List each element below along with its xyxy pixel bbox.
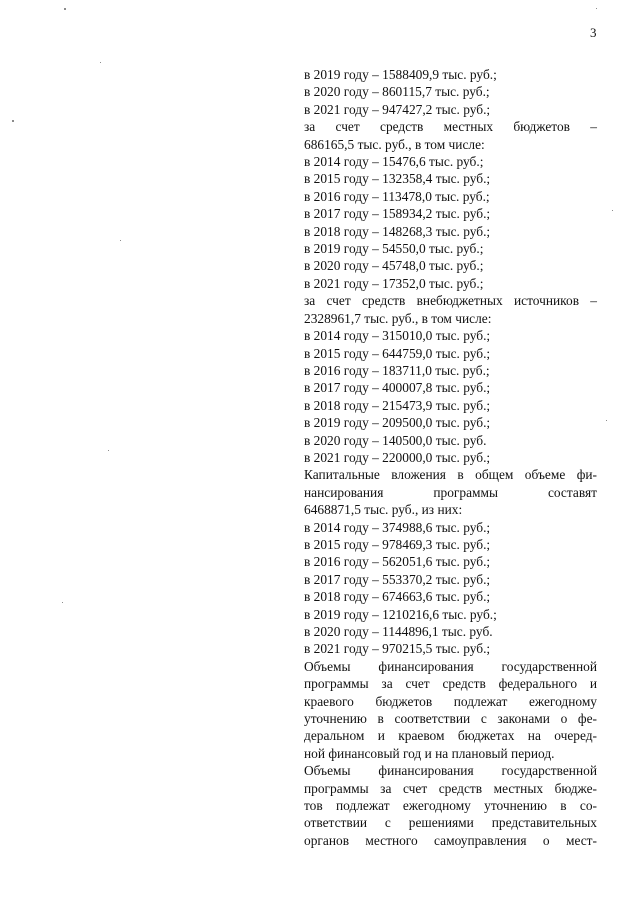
year-line: в 2015 году – 978469,3 тыс. руб.; xyxy=(304,536,491,552)
year-line: в 2016 году – 562051,6 тыс. руб.; xyxy=(304,554,491,570)
extra-budget-intro: за счет средств внебюджетных источников – xyxy=(304,293,597,309)
year-line: в 2021 году – 220000,0 тыс. руб.; xyxy=(304,449,491,465)
year-line: в 2019 году – 1210216,6 тыс. руб.; xyxy=(304,606,497,622)
scan-speck xyxy=(62,602,63,603)
scan-speck xyxy=(100,62,101,63)
paragraph-line: деральном и краевом бюджетах на очеред- xyxy=(304,728,597,744)
page-number: 3 xyxy=(590,25,597,40)
scan-speck xyxy=(64,8,66,10)
local-budgets-paragraph xyxy=(304,762,597,849)
extra-budget-total: 2328961,7 тыс. руб., в том числе: xyxy=(304,310,492,326)
year-line: в 2019 году – 209500,0 тыс. руб.; xyxy=(304,415,491,431)
year-line: в 2015 году – 132358,4 тыс. руб.; xyxy=(304,171,491,187)
year-line: в 2016 году – 183711,0 тыс. руб.; xyxy=(304,362,490,378)
paragraph-line: Объемы финансирования государственной xyxy=(304,763,597,779)
paragraph-line: тов подлежат ежегодному уточнению в со- xyxy=(304,798,597,814)
capital-intro-line1: Капитальные вложения в общем объеме фи- xyxy=(304,467,597,483)
year-line: в 2014 году – 15476,6 тыс. руб.; xyxy=(304,154,484,170)
extra-budget-section xyxy=(304,292,597,466)
paragraph-line: ответствии с решениями представительных xyxy=(304,815,597,831)
year-line: в 2014 году – 374988,6 тыс. руб.; xyxy=(304,519,491,535)
scan-speck xyxy=(108,450,109,451)
scan-speck xyxy=(120,240,121,241)
year-line: в 2017 году – 400007,8 тыс. руб.; xyxy=(304,380,491,396)
year-line: в 2021 году – 17352,0 тыс. руб.; xyxy=(304,275,484,291)
local-budget-total: 686165,5 тыс. руб., в том числе: xyxy=(304,136,485,152)
year-line: в 2018 году – 215473,9 тыс. руб.; xyxy=(304,397,491,413)
scan-speck xyxy=(612,210,613,211)
paragraph-line: ной финансовый год и на плановый период. xyxy=(304,745,555,761)
scan-speck xyxy=(606,420,607,421)
year-line: в 2018 году – 148268,3 тыс. руб.; xyxy=(304,223,491,239)
year-line: в 2021 году – 947427,2 тыс. руб.; xyxy=(304,101,491,117)
paragraph-line: Объемы финансирования государственной xyxy=(304,658,597,674)
document-body xyxy=(304,66,597,849)
paragraph-line: программы за счет средств федерального и xyxy=(304,676,597,692)
year-line: в 2017 году – 553370,2 тыс. руб.; xyxy=(304,571,491,587)
year-line: в 2015 году – 644759,0 тыс. руб.; xyxy=(304,345,491,361)
year-line: в 2020 году – 140500,0 тыс. руб. xyxy=(304,432,487,448)
federal-regional-paragraph xyxy=(304,658,597,762)
year-line: в 2020 году – 1144896,1 тыс. руб. xyxy=(304,624,493,639)
year-line: в 2018 году – 674663,6 тыс. руб.; xyxy=(304,589,491,605)
year-line: в 2019 году – 54550,0 тыс. руб.; xyxy=(304,241,484,257)
year-line: в 2016 году – 113478,0 тыс. руб.; xyxy=(304,188,490,204)
year-line: в 2019 году – 1588409,9 тыс. руб.; xyxy=(304,67,497,82)
local-budget-section xyxy=(304,118,597,292)
year-line: в 2020 году – 860115,7 тыс. руб.; xyxy=(304,84,490,100)
year-line: в 2017 году – 158934,2 тыс. руб.; xyxy=(304,206,491,222)
year-line: в 2014 году – 315010,0 тыс. руб.; xyxy=(304,328,491,344)
year-line: в 2021 году – 970215,5 тыс. руб.; xyxy=(304,641,491,657)
scan-speck xyxy=(596,8,597,9)
paragraph-line: органов местного самоуправления о мест- xyxy=(304,832,597,848)
capital-intro-line2: нансирования программы составят xyxy=(304,484,597,500)
local-budget-intro: за счет средств местных бюджетов – xyxy=(304,119,597,135)
year-line: в 2020 году – 45748,0 тыс. руб.; xyxy=(304,258,484,274)
state-budget-tail xyxy=(304,66,597,118)
capital-investment-section xyxy=(304,466,597,657)
capital-total: 6468871,5 тыс. руб., из них: xyxy=(304,502,463,518)
paragraph-line: краевого бюджетов подлежат ежегодному xyxy=(304,693,597,709)
paragraph-line: программы за счет средств местных бюдже- xyxy=(304,780,597,796)
paragraph-line: уточнению в соответствии с законами о фе- xyxy=(304,711,597,727)
scan-speck xyxy=(12,120,14,122)
